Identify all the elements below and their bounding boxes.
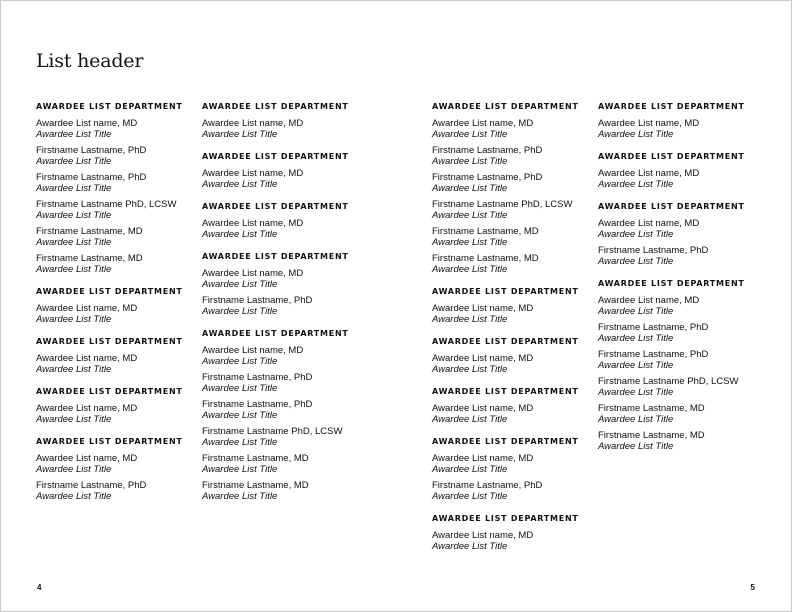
awardee-title: Awardee List Title bbox=[36, 464, 112, 475]
department-heading: AWARDEE LIST DEPARTMENT bbox=[202, 202, 349, 211]
department-group bbox=[432, 514, 592, 552]
awardee-name: Firstname Lastname, PhD bbox=[432, 172, 543, 183]
awardee-title: Awardee List Title bbox=[36, 237, 112, 248]
awardee-name: Firstname Lastname PhD, LCSW bbox=[432, 199, 573, 210]
awardee-name: Firstname Lastname, MD bbox=[202, 453, 309, 464]
awardee-name: Firstname Lastname PhD, LCSW bbox=[598, 376, 739, 387]
department-heading: AWARDEE LIST DEPARTMENT bbox=[598, 202, 745, 211]
awardee-column-3 bbox=[432, 102, 592, 564]
department-heading: AWARDEE LIST DEPARTMENT bbox=[598, 279, 745, 288]
awardee-name: Firstname Lastname, PhD bbox=[202, 372, 313, 383]
awardee-title: Awardee List Title bbox=[432, 129, 508, 140]
awardee-name: Awardee List name, MD bbox=[202, 345, 304, 356]
department-heading: AWARDEE LIST DEPARTMENT bbox=[36, 437, 183, 446]
awardee-title: Awardee List Title bbox=[36, 491, 112, 502]
awardee-title: Awardee List Title bbox=[598, 441, 674, 452]
department-group bbox=[598, 152, 758, 190]
awardee-entry bbox=[202, 399, 362, 421]
awardee-name: Awardee List name, MD bbox=[36, 453, 138, 464]
awardee-title: Awardee List Title bbox=[36, 183, 112, 194]
awardee-title: Awardee List Title bbox=[432, 541, 508, 552]
awardee-name: Firstname Lastname, MD bbox=[36, 226, 143, 237]
awardee-entry bbox=[432, 480, 592, 502]
awardee-entry bbox=[36, 118, 196, 140]
awardee-column-1 bbox=[36, 102, 196, 514]
awardee-title: Awardee List Title bbox=[202, 179, 278, 190]
awardee-name: Firstname Lastname, PhD bbox=[432, 145, 543, 156]
awardee-title: Awardee List Title bbox=[598, 387, 674, 398]
awardee-name: Awardee List name, MD bbox=[598, 218, 700, 229]
awardee-entry bbox=[432, 530, 592, 552]
awardee-name: Firstname Lastname, MD bbox=[202, 480, 309, 491]
awardee-entry bbox=[202, 345, 362, 367]
department-group bbox=[36, 437, 196, 502]
awardee-name: Firstname Lastname, PhD bbox=[36, 480, 147, 491]
department-group bbox=[202, 102, 362, 140]
awardee-name: Awardee List name, MD bbox=[432, 353, 534, 364]
awardee-title: Awardee List Title bbox=[36, 264, 112, 275]
awardee-name: Firstname Lastname, MD bbox=[598, 430, 705, 441]
awardee-entry bbox=[36, 353, 196, 375]
awardee-name: Awardee List name, MD bbox=[432, 118, 534, 129]
awardee-title: Awardee List Title bbox=[432, 491, 508, 502]
awardee-name: Awardee List name, MD bbox=[598, 295, 700, 306]
awardee-title: Awardee List Title bbox=[202, 306, 278, 317]
awardee-entry bbox=[432, 253, 592, 275]
awardee-entry bbox=[202, 426, 362, 448]
department-heading: AWARDEE LIST DEPARTMENT bbox=[432, 514, 579, 523]
awardee-entry bbox=[432, 145, 592, 167]
awardee-entry bbox=[598, 118, 758, 140]
awardee-name: Firstname Lastname, MD bbox=[432, 226, 539, 237]
awardee-title: Awardee List Title bbox=[432, 237, 508, 248]
department-group bbox=[202, 202, 362, 240]
awardee-entry bbox=[202, 218, 362, 240]
awardee-title: Awardee List Title bbox=[202, 383, 278, 394]
department-heading: AWARDEE LIST DEPARTMENT bbox=[202, 102, 349, 111]
awardee-title: Awardee List Title bbox=[432, 414, 508, 425]
awardee-entry bbox=[36, 253, 196, 275]
department-heading: AWARDEE LIST DEPARTMENT bbox=[432, 337, 579, 346]
awardee-title: Awardee List Title bbox=[598, 306, 674, 317]
department-group bbox=[598, 102, 758, 140]
department-heading: AWARDEE LIST DEPARTMENT bbox=[432, 102, 579, 111]
awardee-entry bbox=[432, 226, 592, 248]
awardee-name: Awardee List name, MD bbox=[36, 353, 138, 364]
awardee-title: Awardee List Title bbox=[36, 210, 112, 221]
awardee-title: Awardee List Title bbox=[202, 464, 278, 475]
awardee-entry bbox=[36, 145, 196, 167]
awardee-name: Awardee List name, MD bbox=[432, 303, 534, 314]
awardee-name: Awardee List name, MD bbox=[36, 303, 138, 314]
awardee-name: Awardee List name, MD bbox=[432, 403, 534, 414]
awardee-entry bbox=[36, 453, 196, 475]
awardee-name: Firstname Lastname, MD bbox=[432, 253, 539, 264]
awardee-entry bbox=[432, 172, 592, 194]
awardee-column-2 bbox=[202, 102, 362, 514]
page-number-left: 4 bbox=[37, 583, 42, 592]
awardee-entry bbox=[36, 172, 196, 194]
awardee-name: Awardee List name, MD bbox=[36, 403, 138, 414]
awardee-entry bbox=[202, 168, 362, 190]
awardee-title: Awardee List Title bbox=[432, 264, 508, 275]
awardee-title: Awardee List Title bbox=[432, 156, 508, 167]
awardee-name: Firstname Lastname, PhD bbox=[598, 349, 709, 360]
department-heading: AWARDEE LIST DEPARTMENT bbox=[202, 252, 349, 261]
awardee-title: Awardee List Title bbox=[36, 156, 112, 167]
awardee-name: Awardee List name, MD bbox=[202, 218, 304, 229]
awardee-name: Awardee List name, MD bbox=[598, 168, 700, 179]
department-group bbox=[432, 387, 592, 425]
awardee-name: Firstname Lastname, PhD bbox=[36, 145, 147, 156]
awardee-name: Firstname Lastname, MD bbox=[36, 253, 143, 264]
awardee-entry bbox=[202, 453, 362, 475]
department-heading: AWARDEE LIST DEPARTMENT bbox=[36, 287, 183, 296]
awardee-title: Awardee List Title bbox=[598, 360, 674, 371]
awardee-column-4 bbox=[598, 102, 758, 464]
awardee-entry bbox=[598, 322, 758, 344]
awardee-entry bbox=[36, 403, 196, 425]
awardee-title: Awardee List Title bbox=[432, 183, 508, 194]
awardee-title: Awardee List Title bbox=[202, 279, 278, 290]
department-heading: AWARDEE LIST DEPARTMENT bbox=[36, 102, 183, 111]
department-group bbox=[202, 252, 362, 317]
awardee-name: Firstname Lastname, PhD bbox=[202, 295, 313, 306]
awardee-entry bbox=[202, 295, 362, 317]
awardee-name: Firstname Lastname, PhD bbox=[598, 245, 709, 256]
awardee-title: Awardee List Title bbox=[598, 229, 674, 240]
awardee-entry bbox=[598, 295, 758, 317]
awardee-title: Awardee List Title bbox=[202, 356, 278, 367]
awardee-entry bbox=[202, 118, 362, 140]
awardee-entry bbox=[36, 199, 196, 221]
awardee-name: Firstname Lastname, PhD bbox=[36, 172, 147, 183]
list-header: List header bbox=[36, 50, 144, 72]
page-number-right: 5 bbox=[750, 583, 755, 592]
awardee-title: Awardee List Title bbox=[598, 129, 674, 140]
awardee-entry bbox=[598, 168, 758, 190]
awardee-name: Firstname Lastname, PhD bbox=[598, 322, 709, 333]
awardee-entry bbox=[598, 376, 758, 398]
awardee-title: Awardee List Title bbox=[202, 410, 278, 421]
awardee-name: Awardee List name, MD bbox=[202, 268, 304, 279]
awardee-name: Firstname Lastname, PhD bbox=[432, 480, 543, 491]
awardee-title: Awardee List Title bbox=[432, 464, 508, 475]
awardee-title: Awardee List Title bbox=[202, 491, 278, 502]
awardee-title: Awardee List Title bbox=[202, 229, 278, 240]
awardee-title: Awardee List Title bbox=[36, 314, 112, 325]
department-group bbox=[36, 387, 196, 425]
awardee-title: Awardee List Title bbox=[598, 333, 674, 344]
department-group bbox=[36, 287, 196, 325]
department-group bbox=[598, 202, 758, 267]
awardee-entry bbox=[598, 349, 758, 371]
awardee-name: Awardee List name, MD bbox=[432, 453, 534, 464]
awardee-entry bbox=[432, 403, 592, 425]
awardee-title: Awardee List Title bbox=[36, 129, 112, 140]
department-heading: AWARDEE LIST DEPARTMENT bbox=[36, 387, 183, 396]
department-heading: AWARDEE LIST DEPARTMENT bbox=[432, 437, 579, 446]
department-heading: AWARDEE LIST DEPARTMENT bbox=[598, 152, 745, 161]
department-group bbox=[36, 337, 196, 375]
awardee-entry bbox=[432, 303, 592, 325]
department-heading: AWARDEE LIST DEPARTMENT bbox=[432, 287, 579, 296]
awardee-entry bbox=[432, 118, 592, 140]
awardee-entry bbox=[598, 218, 758, 240]
department-group bbox=[598, 279, 758, 452]
awardee-entry bbox=[36, 480, 196, 502]
awardee-entry bbox=[432, 199, 592, 221]
awardee-name: Firstname Lastname PhD, LCSW bbox=[202, 426, 343, 437]
awardee-entry bbox=[432, 353, 592, 375]
awardee-title: Awardee List Title bbox=[202, 437, 278, 448]
department-group bbox=[202, 152, 362, 190]
awardee-name: Awardee List name, MD bbox=[432, 530, 534, 541]
awardee-entry bbox=[598, 245, 758, 267]
department-group bbox=[202, 329, 362, 502]
department-heading: AWARDEE LIST DEPARTMENT bbox=[202, 152, 349, 161]
awardee-title: Awardee List Title bbox=[432, 364, 508, 375]
department-heading: AWARDEE LIST DEPARTMENT bbox=[36, 337, 183, 346]
awardee-name: Firstname Lastname, PhD bbox=[202, 399, 313, 410]
awardee-entry bbox=[36, 226, 196, 248]
awardee-title: Awardee List Title bbox=[36, 414, 112, 425]
awardee-title: Awardee List Title bbox=[432, 210, 508, 221]
awardee-name: Awardee List name, MD bbox=[598, 118, 700, 129]
awardee-name: Awardee List name, MD bbox=[202, 118, 304, 129]
awardee-title: Awardee List Title bbox=[36, 364, 112, 375]
awardee-title: Awardee List Title bbox=[598, 414, 674, 425]
department-heading: AWARDEE LIST DEPARTMENT bbox=[432, 387, 579, 396]
awardee-name: Awardee List name, MD bbox=[36, 118, 138, 129]
department-group bbox=[36, 102, 196, 275]
awardee-title: Awardee List Title bbox=[598, 256, 674, 267]
department-group bbox=[432, 437, 592, 502]
awardee-entry bbox=[202, 372, 362, 394]
awardee-name: Firstname Lastname PhD, LCSW bbox=[36, 199, 177, 210]
awardee-name: Firstname Lastname, MD bbox=[598, 403, 705, 414]
awardee-entry bbox=[202, 268, 362, 290]
awardee-entry bbox=[598, 430, 758, 452]
department-group bbox=[432, 337, 592, 375]
awardee-entry bbox=[202, 480, 362, 502]
department-heading: AWARDEE LIST DEPARTMENT bbox=[202, 329, 349, 338]
awardee-name: Awardee List name, MD bbox=[202, 168, 304, 179]
awardee-title: Awardee List Title bbox=[432, 314, 508, 325]
awardee-entry bbox=[598, 403, 758, 425]
awardee-entry bbox=[432, 453, 592, 475]
awardee-entry bbox=[36, 303, 196, 325]
awardee-title: Awardee List Title bbox=[202, 129, 278, 140]
department-group bbox=[432, 102, 592, 275]
department-heading: AWARDEE LIST DEPARTMENT bbox=[598, 102, 745, 111]
awardee-title: Awardee List Title bbox=[598, 179, 674, 190]
department-group bbox=[432, 287, 592, 325]
